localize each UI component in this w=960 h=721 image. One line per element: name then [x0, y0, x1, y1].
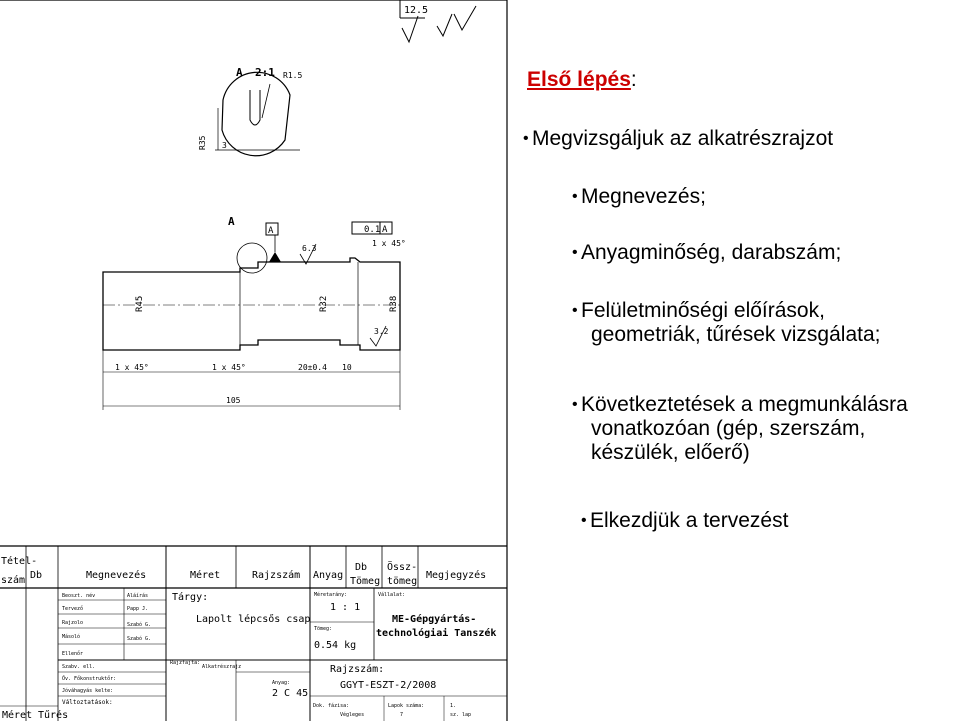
svg-text:Méret: Méret: [2, 710, 33, 721]
svg-text:sz. lap: sz. lap: [450, 712, 472, 718]
detail-label: A: [236, 66, 243, 79]
len-10: 10: [342, 363, 352, 372]
bullet-dot: •: [572, 302, 578, 319]
slide-title-text: Első lépés: [527, 68, 631, 91]
hdr-db: Db: [30, 570, 43, 581]
bullet-dot: •: [572, 396, 578, 413]
bullet-item: • Anyagminőség, darabszám;: [572, 241, 842, 264]
svg-text:Vállalat:: Vállalat:: [378, 592, 406, 598]
slide-text-panel: [510, 55, 960, 545]
svg-text:Méretarány:: Méretarány:: [314, 592, 348, 598]
title-block: [0, 546, 507, 721]
detail-radius: R1.5: [283, 71, 303, 80]
roughness-a: 6.3: [302, 244, 317, 253]
tolerance-datum: A: [382, 225, 388, 235]
detail-a-view: [198, 66, 302, 156]
chamfer-left: 1 x 45°: [115, 363, 149, 372]
hdr-ossz-1: Össz-: [387, 562, 418, 573]
diam-38: R38: [389, 295, 399, 312]
slide-title-colon: :: [630, 68, 637, 91]
hdr-megjegyzes: Megjegyzés: [426, 570, 487, 581]
hdr-anyag: Anyag: [313, 570, 344, 581]
svg-text:7: 7: [400, 712, 404, 718]
datum-label: A: [268, 226, 274, 236]
diam-45: R45: [135, 295, 145, 312]
svg-text:Szabó G.: Szabó G.: [127, 622, 152, 628]
targy-value: Lapolt lépcsős csap: [196, 614, 311, 625]
svg-text:Változtatások:: Változtatások:: [62, 699, 113, 706]
mass-value: 0.54 kg: [314, 640, 357, 651]
svg-text:1.: 1.: [450, 703, 457, 709]
datum-triangle: [269, 252, 281, 262]
scale-value: 1 : 1: [330, 602, 361, 613]
svg-text:Rajzfajta:: Rajzfajta:: [170, 660, 201, 666]
svg-text:Tömeg:: Tömeg:: [314, 626, 333, 632]
svg-text:Papp J.: Papp J.: [127, 606, 149, 612]
hdr-megnevezes: Megnevezés: [86, 570, 147, 581]
company-1: ME-Gépgyártás-: [392, 614, 477, 625]
roughness-b: 3.2: [374, 327, 389, 336]
svg-text:Őv. Főkonstruktőr:: Őv. Főkonstruktőr:: [62, 676, 117, 682]
company-2: technológiai Tanszék: [376, 628, 497, 639]
svg-text:Másoló: Másoló: [62, 634, 81, 640]
svg-text:Tervező: Tervező: [62, 606, 84, 612]
hdr-db-tomeg-2: Tömeg: [350, 576, 381, 587]
chamfer-mid: 1 x 45°: [212, 363, 246, 372]
svg-text:Rajzolo: Rajzolo: [62, 620, 84, 626]
hdr-db-tomeg-1: Db: [355, 562, 368, 573]
bullet-item: • Megnevezés;: [572, 185, 706, 208]
svg-text:Aláírás: Aláírás: [127, 593, 149, 599]
svg-text:Alkatrészrajz: Alkatrészrajz: [202, 664, 242, 670]
bullet-item: • Elkezdjük a tervezést: [581, 509, 789, 532]
detail-dim-radius: R35: [198, 135, 207, 150]
slide-title: [527, 68, 637, 92]
bullet-dot: •: [572, 188, 578, 205]
targy-label: Tárgy:: [172, 592, 209, 603]
detail-ref: A: [228, 215, 235, 228]
hdr-tetel: Tétel-: [1, 556, 38, 567]
svg-text:Ellenőr: Ellenőr: [62, 651, 84, 657]
hdr-rajzszam: Rajzszám: [252, 570, 301, 581]
material-value: 2 C 45: [272, 688, 309, 699]
drawing-number: GGYT-ESZT-2/2008: [340, 680, 437, 691]
svg-text:Anyag:: Anyag:: [272, 680, 291, 686]
svg-text:Beoszt. név: Beoszt. név: [62, 593, 96, 599]
bullet-dot: •: [581, 512, 587, 529]
svg-text:Szabó G.: Szabó G.: [127, 636, 152, 642]
hdr-szam: szám: [1, 575, 26, 586]
len-105: 105: [226, 396, 241, 405]
svg-text:Végleges: Végleges: [340, 712, 365, 718]
bullet-item: • Megvizsgáljuk az alkatrészrajzot: [523, 127, 834, 150]
svg-text:Rajzszám:: Rajzszám:: [330, 664, 385, 675]
bullet-item: • Felületminőségi előírások, geometriák, tűrések vizsgálata;: [572, 299, 881, 346]
chamfer-right: 1 x 45°: [372, 239, 406, 248]
shaft-drawing: [103, 215, 406, 410]
svg-text:Lapok száma:: Lapok száma:: [388, 703, 425, 709]
hdr-ossz-2: tömeg: [387, 576, 418, 587]
len-20: 20±0.4: [298, 363, 327, 372]
svg-text:Szabv. ell.: Szabv. ell.: [62, 664, 96, 670]
bullet-dot: •: [523, 130, 529, 147]
sheet-number: 12.5: [404, 5, 429, 16]
svg-text:Tűrés: Tűrés: [38, 710, 69, 721]
detail-dim-width: 3: [222, 141, 227, 150]
svg-text:Dok. fázisa:: Dok. fázisa:: [313, 703, 350, 709]
hdr-meret: Méret: [190, 570, 221, 581]
svg-text:Jóváhagyás kelte:: Jóváhagyás kelte:: [62, 688, 114, 694]
diam-32: R32: [319, 295, 329, 312]
bullet-dot: •: [572, 244, 578, 261]
bullet-item: • Következtetések a megmunkálásra vonatkozóan (gép, szerszám, készülék, előerő): [572, 393, 908, 464]
tolerance-value: 0.1: [364, 225, 381, 235]
detail-scale: 2:1: [255, 66, 275, 79]
